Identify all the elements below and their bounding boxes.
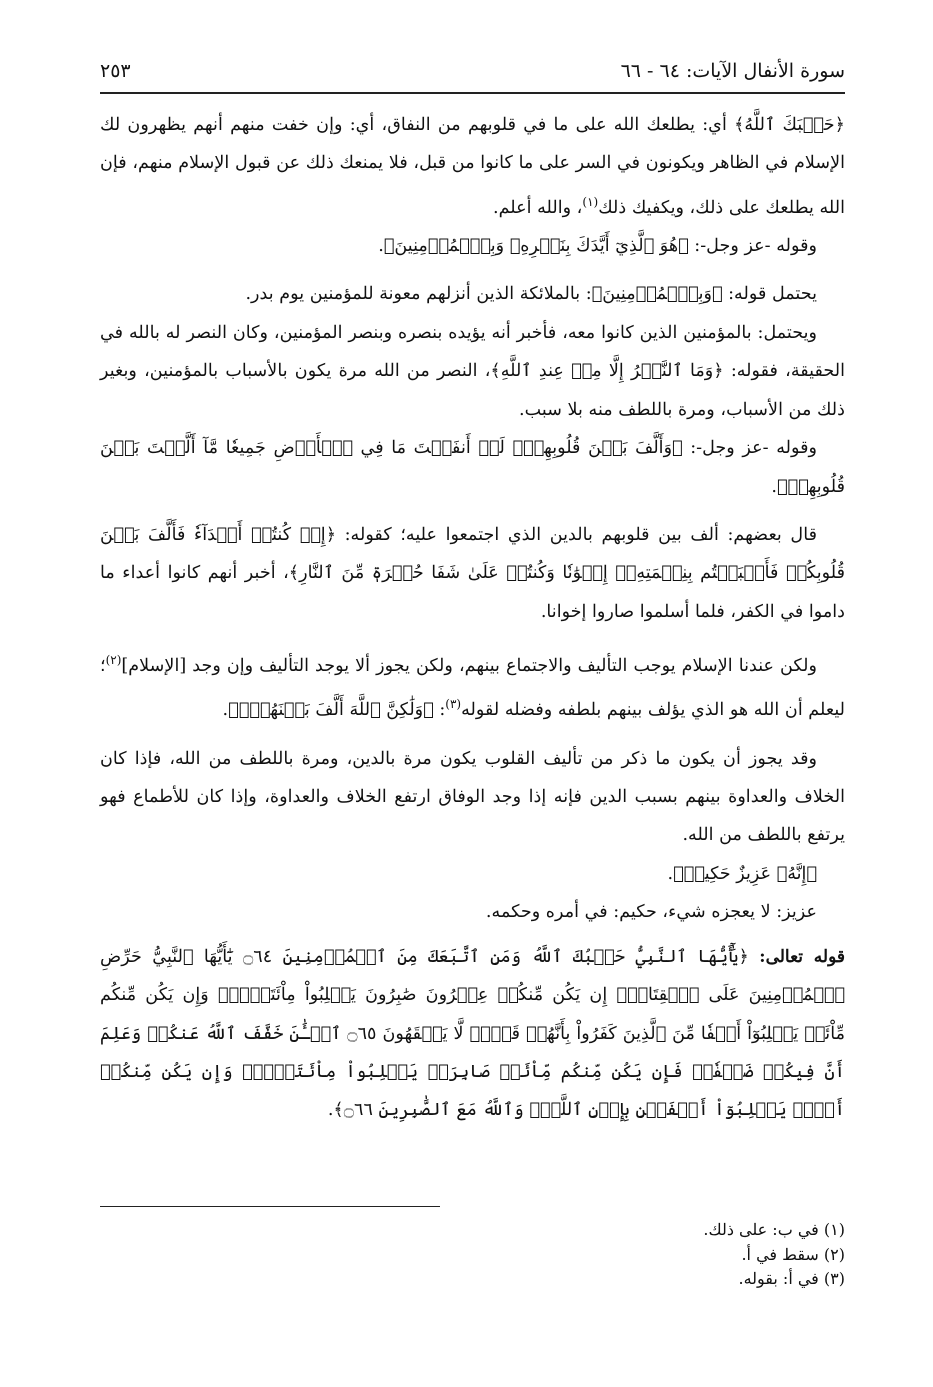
footnote-ref-1: (١) (582, 194, 599, 209)
paragraph-2: وقوله -عز وجل-: ﴿هُوَ ٱلَّذِيٓ أَيَّدَكَ بِنَصۡرِهِۦ وَبِٱلۡمُؤۡمِنِينَ﴾. (378, 236, 817, 257)
page-number: ٢٥٣ (100, 60, 131, 82)
paragraph-10: عزيز: لا يعجزه شيء، حكيم: في أمره وحكمه. (485, 902, 817, 923)
running-header (100, 50, 845, 94)
paragraph-9: ﴿إِنَّهُۥ عَزِيزٌ حَكِيمٞ﴾. (667, 863, 817, 884)
paragraph-5: وقوله -عز وجل-: ﴿وَأَلَّفَ بَيۡنَ قُلُوبِهِمۡۚ لَوۡ أَنفَقۡتَ مَا فِي ٱلۡأَرۡضِ جَمِيعٗا مَّآ أَلَّفۡتَ بَيۡنَ قُلُوبِهِمۡ﴾. (100, 438, 845, 497)
paragraph-4: ويحتمل: بالمؤمنين الذين كانوا معه، فأخبر أنه يؤيده بنصره وبنصر المؤمنين، وكان النصر له بالله في الحقيقة، فقوله: ﴿وَمَا ٱلنَّصۡرُ إِلَّا مِنۡ عِندِ ٱللَّهِ﴾، النصر من الله مرة يكون بالأسباب بالمؤمنين، وبغير ذلك من الأسباب، ومرة باللطف منه بلا سبب. (100, 322, 845, 420)
paragraph-3: يحتمل قوله: ﴿وَبِٱلۡمُؤۡمِنِينَ﴾: بالملائكة الذين أنزلهم معونة للمؤمنين يوم بدر. (245, 284, 817, 305)
footnote-3: (٣) في أ: بقوله. (738, 1269, 845, 1288)
footnote-divider (100, 1206, 440, 1207)
paragraph-8: وقد يجوز أن يكون ما ذكر من تأليف القلوب يكون مرة بالدين، ومرة باللطف من الله، فإذا كان الخلاف والعداوة بينهم بسبب الدين فإنه إذا وجد الوفاق ارتفع الخلاف والعداوة، وإذا كان للأطماع فهو يرتفع باللطف من الله. (100, 748, 845, 846)
footnotes (703, 1218, 845, 1292)
verse-label: قوله تعالى: (759, 946, 845, 967)
footnote-1: (١) في ب: على ذلك. (703, 1220, 845, 1239)
paragraph-1-tail: ، والله أعلم. (492, 197, 583, 218)
verse-text: ﴿يَٰٓأَيُّهَا ٱلنَّبِيُّ حَسۡبُكَ ٱللَّهُ وَمَنِ ٱتَّبَعَكَ مِنَ ٱلۡمُؤۡمِنِينَ ۝٦٤ يَٰٓأَيُّهَا ٱلنَّبِيُّ حَرِّضِ ٱلۡمُؤۡمِنِينَ عَلَى ٱلۡقِتَالِۚ إِن يَكُن مِّنكُمۡ عِشۡرُونَ صَٰبِرُونَ يَغۡلِبُواْ مِاْئَتَيۡنِۚ وَإِن يَكُن مِّنكُم مِّاْئَةٞ يَغۡلِبُوٓاْ أَلۡفٗا مِّنَ ٱلَّذِينَ كَفَرُواْ بِأَنَّهُمۡ قَوۡمٞ لَّا يَفۡقَهُونَ ۝٦٥ ٱلۡـَٰٔنَ خَفَّفَ ٱللَّهُ عَنكُمۡ وَعَلِمَ أَنَّ فِيكُمۡ ضَعۡفٗاۚ فَإِن يَكُن مِّنكُم مِّاْئَةٞ صَابِرَةٞ يَغۡلِبُواْ مِاْئَتَيۡنِۚ وَإِن يَكُن مِّنكُمۡ أَلۡفٞ يَغۡلِبُوٓاْ أَلۡفَيۡنِ بِإِذۡنِ ٱللَّهِۗ وَٱللَّهُ مَعَ ٱلصَّٰبِرِينَ ۝٦٦﴾. (100, 946, 845, 1121)
footnote-2: (٢) سقط في أ. (741, 1244, 845, 1264)
paragraph-1-text: ﴿حَسۡبَكَ ٱللَّهُ﴾ أي: يطلعك الله على ما في قلوبهم من النفاق، أي: وإن خفت منهم أنهم يظهرون لك الإسلام في الظاهر ويكونون في السر على ما كانوا من قبل، فلا يمنعك ذلك عن قبول الإسلام منهم، فإن الله يطلعك على ذلك، ويكفيك ذلك (100, 115, 845, 218)
paragraph-1 (100, 106, 845, 227)
paragraph-7 (100, 641, 845, 730)
footnote-ref-3: (٣) (445, 697, 462, 712)
paragraph-7-tail2: : ﴿وَلَٰكِنَّ ٱللَّهَ أَلَّفَ بَيۡنَهُمۡۚ﴾. (222, 700, 446, 721)
paragraph-7-text: ولكن عندنا الإسلام يوجب التأليف والاجتماع بينهم، ولكن يجوز ألا يوجد التأليف وإن وجد [الإسلام] (121, 656, 817, 676)
paragraph-6: قال بعضهم: ألف بين قلوبهم بالدين الذي اجتمعوا عليه؛ كقوله: ﴿إِذۡ كُنتُمۡ أَعۡدَآءٗ فَأَلَّفَ بَيۡنَ قُلُوبِكُمۡ فَأَصۡبَحۡتُم بِنِعۡمَتِهِۦٓ إِخۡوَٰنٗا وَكُنتُمۡ عَلَىٰ شَفَا حُفۡرَةٖ مِّنَ ٱلنَّارِ﴾، أخبر أنهم كانوا أعداء ما داموا في الكفر، فلما أسلموا صاروا إخوانا. (100, 524, 845, 622)
verse-block (100, 938, 845, 1130)
paragraph-7-tail: ؛ ليعلم أن الله هو الذي يؤلف بينهم بلطفه وفضله لقوله (100, 656, 845, 721)
book-page (100, 50, 845, 1350)
header-title: سورة الأنفال الآيات: ٦٤ - ٦٦ (620, 60, 845, 82)
page-body (100, 106, 845, 1130)
footnote-ref-2: (٢) (105, 653, 122, 668)
